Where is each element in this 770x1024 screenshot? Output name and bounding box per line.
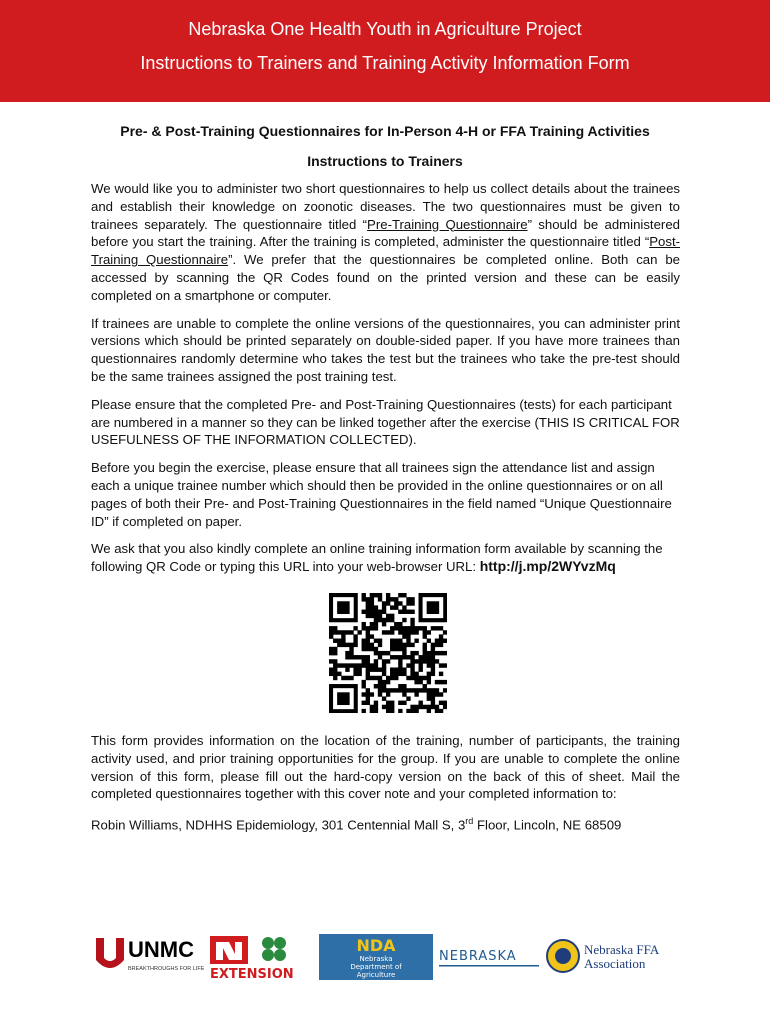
paragraph-online-form [91, 540, 680, 576]
section-heading: Instructions to Trainers [307, 153, 463, 169]
paragraph-attendance: Before you begin the exercise, please ensure that all trainees sign the attendance list and assign each a unique trainee number which should then be provided in the online questionnaires or on all pages of both their Pre- and Post-Training Questionnaires in the field named “Unique Questionnaire ID” if completed on paper. [91, 460, 672, 529]
ffa-name: Nebraska FFA [584, 942, 660, 957]
text-run: rd [465, 816, 474, 827]
mailing-address [91, 813, 680, 834]
text-run: We would like you to administer two short questionnaires to help us collect details about the trainees and establish their knowledge on zoonotic diseases. The two questionnaires must be given to trainees separately. The questionnaire titled “ [91, 181, 680, 232]
unmc-tagline: BREAKTHROUGHS FOR LIFE [128, 966, 204, 972]
nda-logo [319, 932, 433, 982]
pre-training-link[interactable]: Pre-Training Questionnaire [367, 216, 528, 232]
form-url-link[interactable]: http://j.mp/2WYvzMq [479, 558, 616, 575]
header-project-title: Nebraska One Health Youth in Agriculture Project [188, 19, 582, 39]
instructions-body [91, 180, 680, 586]
partner-logos [90, 932, 680, 982]
nebraska-logo [437, 932, 543, 982]
text-run: Floor, Lincoln, NE 68509 [473, 817, 622, 833]
nda-line: Department of [350, 963, 402, 971]
text-run: Robin Williams, NDHHS Epidemiology, 301 Centennial Mall S, 3 [91, 817, 466, 833]
ffa-logo [546, 932, 676, 982]
paragraph-form-info: This form provides information on the location of the training, number of participants, the training activity used, and prior training opportunities for the group. If you are unable to complete the online version of this form, please fill out the hard-copy version on the back of this of sheet. Mail the completed questionnaires together with this cover note and your completed information to: [91, 733, 680, 802]
paragraph-numbering: Please ensure that the completed Pre- and Post-Training Questionnaires (tests) for each participant are numbered in a manner so they can be linked together after the exercise (THIS IS CRITICAL FOR USEFULNESS OF THE INFORMATION COLLECTED). [91, 396, 680, 448]
header-banner [0, 0, 770, 102]
extension-logo [208, 932, 316, 982]
document-title: Pre- & Post-Training Questionnaires for In-Person 4-H or FFA Training Activities [120, 123, 650, 139]
clover-icon [262, 937, 286, 961]
paragraph-print-versions: If trainees are unable to complete the online versions of the questionnaires, you can administer print versions which should be printed separately on double-sided paper. If you have more trainees than questionnaires randomly determine who takes the test but the trainees who take the pre-test should be the same trainees assigned the post training test. [91, 315, 680, 384]
post-training-link[interactable]: Post-Training Questionnaire [91, 234, 680, 268]
paragraph-intro [91, 180, 680, 305]
qr-code[interactable] [329, 593, 447, 713]
text-run: We ask that you also kindly complete an online training information form available by scanning the following QR Code or typing this URL into your web-browser URL: [91, 541, 663, 575]
extension-wordmark: EXTENSION [210, 967, 294, 982]
header-form-title: Instructions to Trainers and Training Activity Information Form [140, 53, 630, 73]
nda-line: Nebraska [359, 955, 393, 963]
text-run: ”. We prefer that the questionnaires be completed online. Both can be accessed by scanning the QR Codes found on the printed version and these can be easily completed on a smartphone or computer. [91, 252, 680, 303]
unmc-shield-icon [96, 938, 124, 968]
unmc-logo [94, 932, 204, 982]
text-run: ” should be administered before you start the training. After the training is completed, administer the questionnaire titled “ [91, 216, 680, 250]
unmc-wordmark: UNMC [128, 937, 194, 962]
nda-wordmark: NDA [356, 936, 396, 955]
closing-body [91, 732, 680, 844]
nda-line: Agriculture [356, 971, 396, 979]
nebraska-wordmark: NEBRASKA [439, 949, 517, 964]
ffa-assoc: Association [584, 956, 646, 971]
